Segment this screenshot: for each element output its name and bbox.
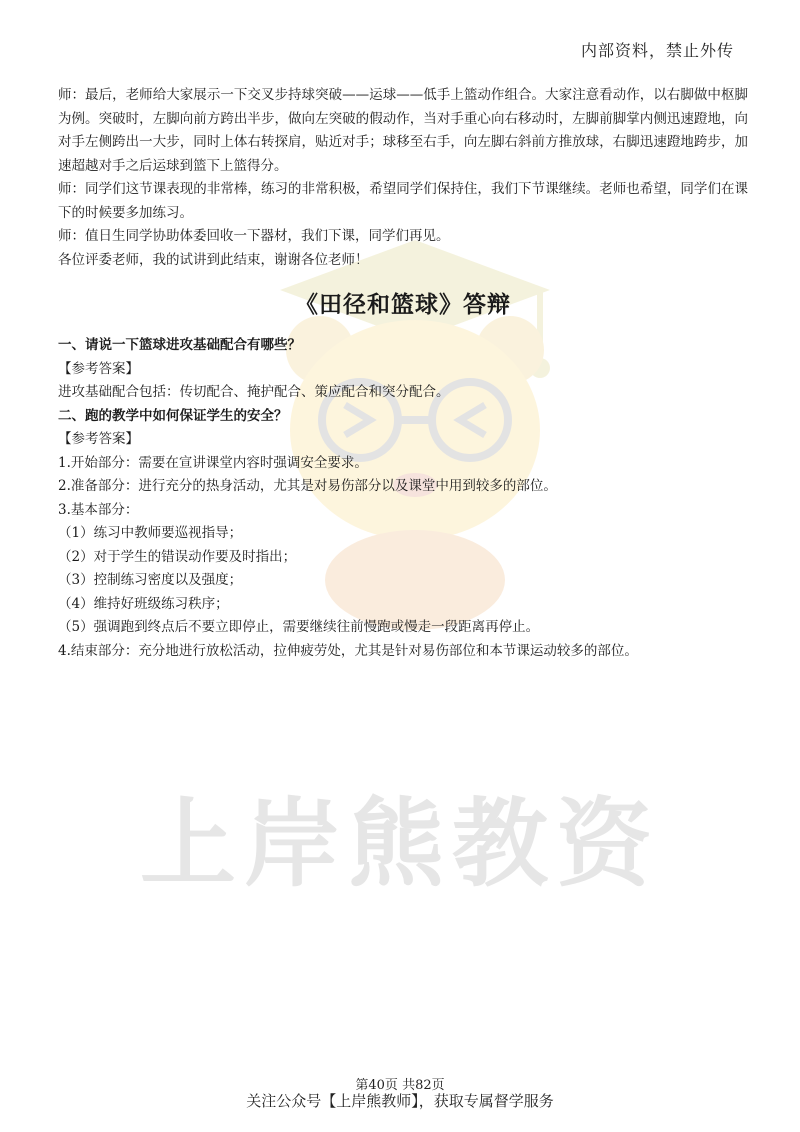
answer-line: （2）对于学生的错误动作要及时指出； (58, 548, 297, 565)
answer-line: 3.基本部分： (58, 501, 139, 518)
answer-tag: 【参考答案】 (58, 431, 139, 447)
question-heading: 一、请说一下篮球进攻基础配合有哪些？ (58, 337, 301, 353)
page-number: 第40页 共82页 (355, 1078, 445, 1093)
confidential-note: 内部资料，禁止外传 (580, 41, 734, 60)
question-heading: 二、跑的教学中如何保证学生的安全？ (58, 407, 288, 424)
answer-line: 1.开始部分：需要在宣讲课堂内容时强调安全要求。 (58, 454, 368, 471)
question-block-1 (58, 334, 748, 405)
intro-paragraph: 师：值日生同学协助体委回收一下器材，我们下课，同学们再见。 (58, 228, 450, 244)
answer-line: （3）控制练习密度以及强度； (58, 572, 243, 588)
intro-paragraph: 师：最后，老师给大家展示一下交叉步持球突破——运球——低手上篮动作组合。大家注意看动作，以右脚做中枢脚为例。突破时，左脚向前方跨出半步，做向左突破的假动作，当对手重心向右移动时，左脚前脚掌内侧迅速蹬地，向对手左侧跨出一大步，同时上体右转探肩，贴近对手；球移至右手，向左脚右斜前方推放球，右脚迅速蹬地跨步，加速超越对手之后运球到篮下上篮得分。 (58, 87, 748, 174)
watermark-text: 上岸熊教资 (140, 788, 660, 900)
answer-line: （5）强调跑到终点后不要立即停止，需要继续往前慢跑或慢走一段距离再停止。 (58, 619, 540, 635)
answer-line: 2.准备部分：进行充分的热身活动，尤其是对易伤部分以及课堂中用到较多的部位。 (58, 478, 557, 494)
section-title: 《田径和篮球》答辩 (295, 291, 511, 318)
answer-line: 4.结束部分：充分地进行放松活动，拉伸疲劳处，尤其是针对易伤部位和本节课运动较多的部位。 (58, 642, 638, 659)
document-body (58, 84, 748, 663)
question-block-2 (58, 405, 748, 664)
intro-paragraph: 师：同学们这节课表现的非常棒，练习的非常积极，希望同学们保持住，我们下节课继续。老师也希望，同学们在课下的时候要多加练习。 (58, 181, 748, 221)
footer-promo: 关注公众号【上岸熊教师】，获取专属督学服务 (246, 1092, 554, 1110)
intro-paragraph: 各位评委老师，我的试讲到此结束，谢谢各位老师！ (58, 251, 369, 268)
answer-text: 进攻基础配合包括：传切配合、掩护配合、策应配合和突分配合。 (58, 384, 450, 400)
answer-tag: 【参考答案】 (58, 360, 139, 377)
answer-line: （1）练习中教师要巡视指导； (58, 525, 243, 541)
answer-line: （4）维持好班级练习秩序； (58, 595, 229, 612)
